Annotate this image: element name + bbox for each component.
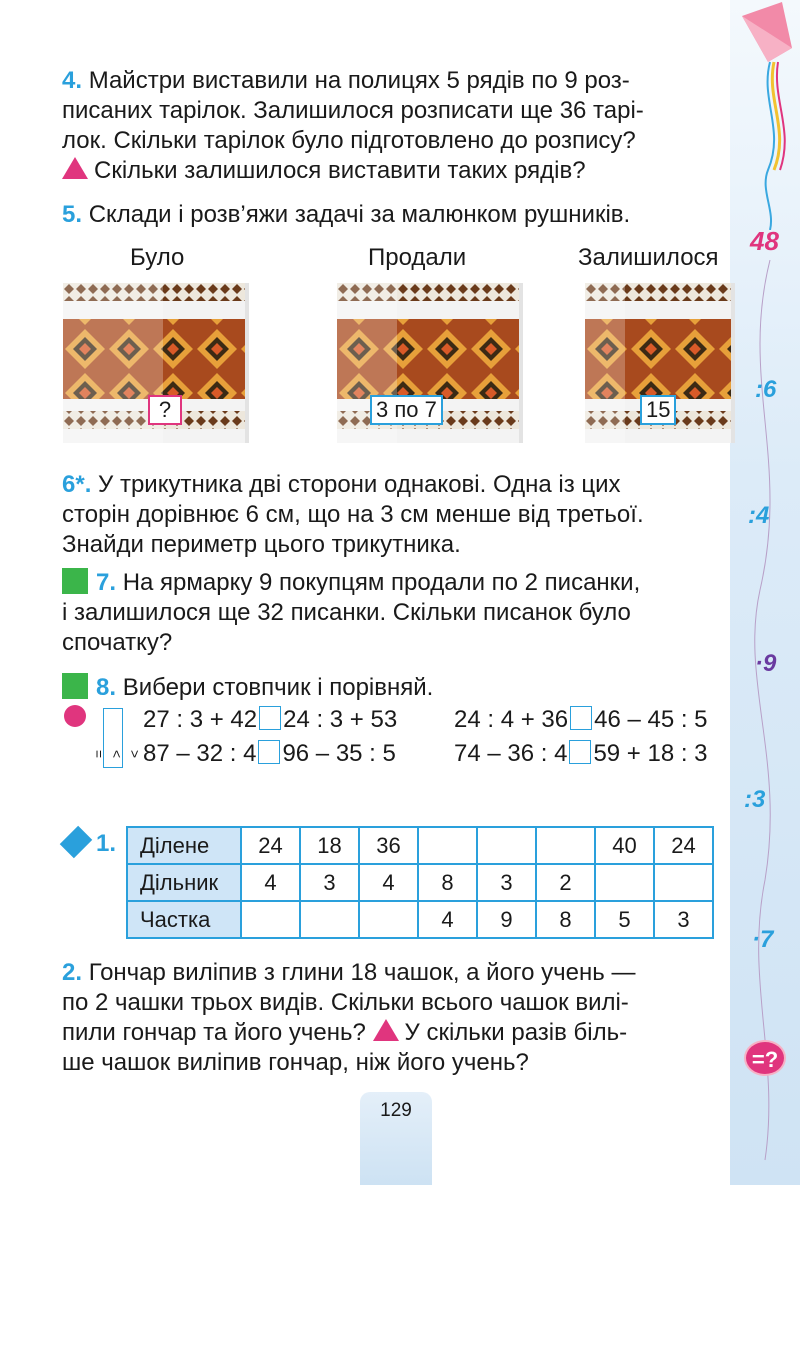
cell: 8 (418, 864, 477, 901)
task-line: лок. Скільки тарілок було підготовлено до розпису? (62, 127, 636, 154)
task-line: по 2 чашки трьох видів. Скільки всього чашок вилі- (62, 989, 629, 1016)
task-number: 2. (62, 959, 83, 986)
triangle-icon (62, 157, 88, 179)
cell[interactable] (536, 827, 595, 864)
task-line: Гончар виліпив з глини 18 чашок, а його учень — (88, 959, 636, 986)
cell[interactable] (300, 901, 359, 938)
sidebar-number-48: 48 (750, 226, 779, 256)
task-2 (62, 958, 730, 1078)
expression: 74 – 36 : 4 (454, 740, 568, 767)
comparison-signs-box (90, 708, 143, 768)
cell[interactable] (359, 901, 418, 938)
cell: 4 (359, 864, 418, 901)
task-extra-question: Скільки залишилося виставити таких рядів? (94, 157, 586, 184)
expression: 96 – 35 : 5 (282, 740, 396, 767)
sidebar-number-mul7: ·7 (752, 926, 774, 953)
task-line: ше чашок виліпив гончар, ніж його учень? (62, 1049, 529, 1076)
task-number: 6*. (62, 471, 92, 498)
row-head: Частка (127, 901, 241, 938)
green-square-icon (62, 673, 88, 699)
task-text: Склади і розв’яжи задачі за малюнком рушників. (88, 201, 631, 228)
cell[interactable] (654, 864, 713, 901)
cell: 2 (536, 864, 595, 901)
table-row (127, 827, 713, 864)
row-head: Дільник (127, 864, 241, 901)
task-5 (62, 200, 730, 230)
cell[interactable] (241, 901, 300, 938)
table-row (127, 864, 713, 901)
label-bulo: Було (130, 244, 185, 271)
cell: 3 (300, 864, 359, 901)
expression: 46 – 45 : 5 (594, 706, 708, 733)
task-line: Майстри виставили на полицях 5 рядів по 9 роз- (88, 67, 630, 94)
task-line-tail: У скільки разів біль- (404, 1019, 628, 1046)
cell: 4 (418, 901, 477, 938)
expression: 59 + 18 : 3 (593, 740, 708, 767)
sidebar-number-div6: :6 (755, 376, 777, 403)
red-circle-icon (64, 705, 86, 727)
task-number: 4. (62, 67, 83, 94)
task-number: 7. (96, 569, 117, 596)
sidebar (730, 0, 800, 1185)
kite-icon (730, 0, 800, 230)
cell[interactable] (418, 827, 477, 864)
answer-box[interactable] (570, 706, 592, 730)
cell: 5 (595, 901, 654, 938)
task-4 (62, 66, 730, 186)
cell: 3 (477, 864, 536, 901)
task-6 (62, 470, 730, 560)
task-number: 8. (96, 674, 117, 701)
cell[interactable] (477, 827, 536, 864)
signs-text: > < = (90, 749, 143, 759)
page-number: 129 (380, 1100, 412, 1121)
cell[interactable] (595, 864, 654, 901)
cell: 36 (359, 827, 418, 864)
task-line: пили гончар та його учень? (62, 1019, 373, 1046)
task-line: спочатку? (62, 629, 173, 656)
task-8 (62, 673, 730, 703)
compare-row-2-left (143, 740, 396, 768)
label-zalyshylosia: Залишилося (578, 244, 719, 271)
compare-row-1-right (454, 706, 708, 734)
sidebar-number-div4: :4 (748, 502, 770, 529)
expression: 24 : 3 + 53 (283, 706, 398, 733)
towel-box-3x7: 3 по 7 (370, 395, 443, 425)
badge-label: =? (751, 1047, 779, 1072)
triangle-icon (373, 1019, 399, 1041)
cell: 40 (595, 827, 654, 864)
table-row (127, 901, 713, 938)
diamond-icon (60, 826, 93, 859)
task-line: На ярмарку 9 покупцям продали по 2 писанки, (122, 569, 641, 596)
answer-box[interactable] (569, 740, 591, 764)
task-number: 1. (96, 830, 117, 857)
task-7 (62, 568, 730, 658)
cell: 4 (241, 864, 300, 901)
task-line: сторін дорівнює 6 см, що на 3 см менше від третьої. (62, 501, 644, 528)
towel-box-question: ? (148, 395, 182, 425)
row-head: Ділене (127, 827, 241, 864)
task-line: Знайди периметр цього трикутника. (62, 531, 461, 558)
expression: 87 – 32 : 4 (143, 740, 257, 767)
sidebar-number-div3: :3 (744, 786, 766, 813)
division-table (126, 826, 714, 939)
expression: 24 : 4 + 36 (454, 706, 569, 733)
cell: 9 (477, 901, 536, 938)
task-line: У трикутника дві сторони однакові. Одна із цих (98, 471, 621, 498)
towel-box-15: 15 (640, 395, 676, 425)
green-square-icon (62, 568, 88, 594)
expression: 27 : 3 + 42 (143, 706, 258, 733)
cell: 8 (536, 901, 595, 938)
task-line: і залишилося ще 32 писанки. Скільки писанок було (62, 599, 631, 626)
cell: 18 (300, 827, 359, 864)
label-prodaly: Продали (368, 244, 467, 271)
compare-row-2-right (454, 740, 708, 768)
cell: 24 (241, 827, 300, 864)
task-number: 5. (62, 201, 83, 228)
sidebar-number-mul9: ·9 (755, 650, 777, 677)
task-text: Вибери стовпчик і порівняй. (122, 674, 434, 701)
cell: 3 (654, 901, 713, 938)
cell: 24 (654, 827, 713, 864)
compare-row-1-left (143, 706, 397, 734)
answer-box[interactable] (259, 706, 281, 730)
answer-box[interactable] (258, 740, 280, 764)
page-number-tab (360, 1092, 432, 1185)
equals-question-badge (744, 1040, 786, 1076)
task-line: писаних тарілок. Залишилося розписати ще 36 тарі- (62, 97, 644, 124)
